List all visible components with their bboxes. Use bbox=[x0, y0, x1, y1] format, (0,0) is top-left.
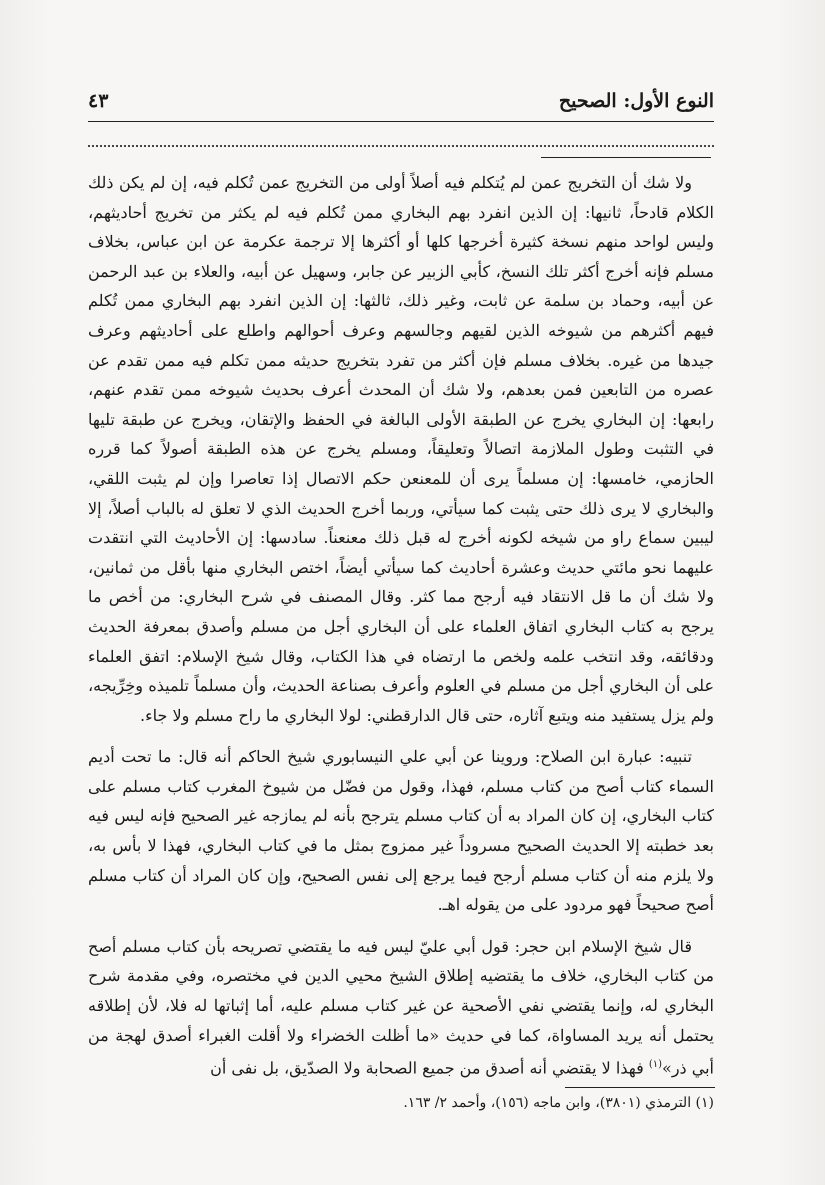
paragraph-3-text: قال شيخ الإسلام ابن حجر: قول أبي عليّ ليس فيه ما يقتضي تصريحه بأن كتاب مسلم أصح من كتاب البخاري، خلاف ما يقتضيه إطلاق الشيخ محيي الدين في مختصره، وفي مقدمة شرح البخاري له، وإنما يقتضي نفي الأصحية عن غير كتاب مسلم عليه، أما إثباتها له فلا، لأن إطلاقه يحتمل أنه يريد المساواة، كما في حديث «ما أظلت الخضراء ولا أقلت الغبراء أصدق لهجة من أبي ذر» bbox=[88, 936, 714, 1078]
main-text bbox=[88, 168, 714, 1083]
running-title: النوع الأول: الصحيح bbox=[558, 90, 714, 112]
footnote: (١) الترمذي (٣٨٠١)، وابن ماجه (١٥٦)، وأحمد ٢/ ١٦٣. bbox=[403, 1095, 714, 1111]
dotted-separator bbox=[88, 145, 714, 147]
footnote-reference[interactable]: (١) bbox=[648, 1059, 663, 1071]
page-header bbox=[88, 88, 714, 120]
paragraph-2: تنبيه: عبارة ابن الصلاح: وروينا عن أبي علي النيسابوري شيخ الحاكم أنه قال: ما تحت أديم السماء كتاب أصح من كتاب مسلم، فهذا، وقول من فضّل من شيوخ المغرب كتاب مسلم على كتاب البخاري، إن كان المراد به أن كتاب مسلم يترجح بأنه لم يمازجه غير الصحيح فإنه ليس فيه بعد خطبته إلا الحديث الصحيح مسروداً غير ممزوج بمثل ما في كتاب البخاري، فهذا لا بأس به، ولا يلزم منه أن كتاب مسلم أرجح فيما يرجع إلى نفس الصحيح، وإن كان المراد أن كتاب مسلم أصح صحيحاً فهو مردود على من يقوله اهـ. bbox=[88, 747, 715, 915]
paragraph-3-tail: فهذا لا يقتضي أنه أصدق من جميع الصحابة ولا الصدّيق، بل نفى أن bbox=[210, 1058, 649, 1078]
page-number: ٤٣ bbox=[88, 90, 109, 112]
continuation-rule bbox=[541, 157, 711, 158]
header-rule bbox=[88, 121, 714, 122]
paragraph-1: ولا شك أن التخريج عمن لم يُتكلم فيه أصلاً أولى من التخريج عمن تُكلم فيه، إن لم يكن ذلك الكلام قادحاً، ثانيها: إن الذين انفرد بهم البخاري ممن تُكلم فيه لم يكثر من تخريج أحاديثهم، وليس لواحد منهم نسخة كثيرة أخرجها كلها أو أكثرها إلا ترجمة عكرمة عن ابن عباس، بخلاف مسلم فإنه أخرج أكثر تلك النسخ، كأبي الزبير عن جابر، وسهيل عن أبيه، والعلاء بن عبد الرحمن عن أبيه، وحماد بن سلمة عن ثابت، وغير ذلك، ثالثها: إن الذين انفرد بهم البخاري ممن تُكلم فيهم أكثرهم من شيوخه الذين لقيهم وجالسهم وعرف أحوالهم واطلع على أحاديثهم وعرف جيدها من غيره. بخلاف مسلم فإن أكثر من تفرد بتخريج حديثه ممن تكلم فيه ممن تقدم عن عصره من التابعين فمن بعدهم، ولا شك أن المحدث أعرف بحديث شيوخه ممن تقدم عنهم، رابعها: إن البخاري يخرج عن الطبقة الأولى البالغة في الحفظ والإتقان، ويخرج عن طبقة تليها في التثبت وطول الملازمة اتصالاً وتعليقاً، ومسلم يخرج عن هذه الطبقة أصولاً كما قرره الحازمي، خامسها: إن مسلماً يرى أن للمعنعن حكم الاتصال إذا تعاصرا وإن لم يثبت اللقي، والبخاري لا يرى ذلك حتى يثبت كما سيأتي، وربما أخرج الحديث الذي لا تعلق له بالباب أصلاً، إلا ليبين سماع راو من شيخه لكونه أخرج له قبل ذلك معنعناً. سادسها: إن الأحاديث التي انتقدت عليهما نحو مائتي حديث وعشرة أحاديث كما سيأتي أيضاً، اختص البخاري منها بأقل من ثمانين، ولا شك أن ما قل الانتقاد فيه أرجح مما كثر. وقال المصنف في شرح البخاري: من أخص ما يرجح به كتاب البخاري اتفاق العلماء على أن البخاري أجل من مسلم وأصدق بمعرفة الحديث ودقائقه، وقد انتخب علمه ولخص ما ارتضاه في هذا الكتاب، وقال شيخ الإسلام: اتفق العلماء على أن البخاري أجل من مسلم في العلوم وأعرف بصناعة الحديث، وأن مسلماً تلميذه وخِرِّيجه، ولم يزل يستفيد منه ويتبع آثاره، حتى قال الدارقطني: لولا البخاري ما راح مسلم ولا جاء. bbox=[88, 173, 714, 725]
footnote-rule bbox=[565, 1087, 715, 1088]
paragraph-3 bbox=[88, 932, 714, 1083]
